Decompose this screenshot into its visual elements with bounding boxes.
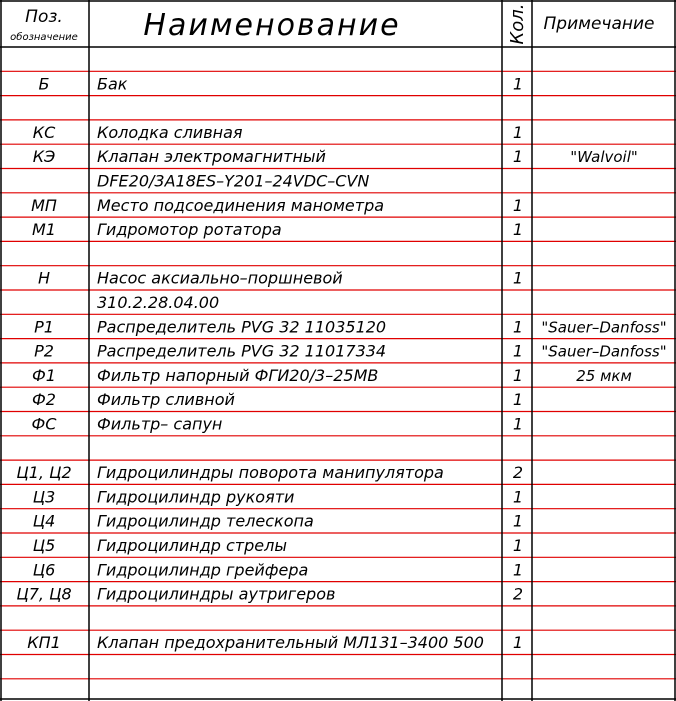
row-pos: МП — [31, 195, 57, 215]
row-note: 25 мкм — [576, 366, 632, 385]
row-pos: М1 — [32, 220, 56, 240]
row-pos: Ц7, Ц8 — [16, 584, 72, 604]
row-name: Фильтр напорный ФГИ20/3–25МВ — [97, 365, 379, 385]
row-qty: 1 — [512, 317, 524, 337]
row-pos: Р1 — [34, 317, 54, 337]
table-row — [97, 293, 219, 312]
row-note: "Sauer–Danfoss" — [541, 342, 667, 361]
row-pos: КС — [32, 122, 56, 142]
header-pos: Поз. — [25, 7, 63, 27]
row-pos: Р2 — [34, 341, 54, 361]
row-pos: КЭ — [32, 147, 56, 167]
row-name: Место подсоединения манометра — [97, 195, 385, 215]
row-qty: 1 — [512, 122, 524, 142]
table-row — [27, 633, 523, 652]
row-note: "Sauer–Danfoss" — [541, 318, 667, 337]
row-pos: ФС — [31, 414, 57, 434]
row-name: Распределитель PVG 32 11035120 — [97, 317, 387, 337]
row-qty: 1 — [512, 414, 524, 434]
row-name: Колодка сливная — [97, 122, 243, 142]
header-pos-sub: обозначение — [10, 32, 78, 43]
row-pos: Ф2 — [32, 390, 56, 410]
row-pos: КП1 — [27, 633, 61, 653]
row-name: Гидроцилиндр стрелы — [97, 536, 287, 555]
row-name: Гидроцилиндр рукояти — [97, 487, 295, 507]
row-note: "Walvoil" — [570, 148, 638, 167]
row-qty: 1 — [512, 536, 524, 555]
row-pos: Ц3 — [32, 487, 56, 507]
header-qty: Кол. — [507, 3, 528, 45]
row-pos: Ц6 — [32, 560, 56, 580]
row-name: Гидроцилиндр грейфера — [97, 560, 309, 580]
row-name: 310.2.28.04.00 — [97, 293, 220, 312]
row-qty: 1 — [512, 341, 524, 361]
header-note: Примечание — [543, 14, 655, 34]
row-pos: Ф1 — [32, 365, 56, 385]
header-name: Наименование — [143, 8, 401, 43]
row-name: Гидроцилиндр телескопа — [97, 511, 314, 531]
row-qty: 1 — [512, 365, 524, 385]
row-pos: Б — [38, 74, 50, 94]
row-name: Клапан электромагнитный — [97, 147, 326, 167]
row-qty: 1 — [512, 487, 524, 507]
row-name: Гидроцилиндры аутригеров — [97, 584, 336, 604]
row-qty: 1 — [512, 195, 524, 215]
row-name: Фильтр сливной — [97, 390, 235, 410]
row-qty: 1 — [512, 74, 524, 94]
row-name: DFE20/3A18ES–Y201–24VDC–CVN — [97, 171, 370, 191]
row-name: Клапан предохранительный МЛ131–3400 500 — [97, 633, 484, 653]
row-qty: 1 — [512, 220, 524, 240]
row-pos: Ц1, Ц2 — [16, 463, 72, 483]
row-qty: 1 — [512, 268, 524, 288]
row-qty: 1 — [512, 511, 524, 531]
table-row — [97, 172, 369, 191]
row-pos: Н — [37, 268, 51, 288]
row-qty: 2 — [512, 463, 524, 483]
row-pos: Ц5 — [32, 536, 56, 555]
row-pos: Ц4 — [32, 511, 56, 531]
row-qty: 1 — [512, 633, 524, 653]
row-qty: 1 — [512, 560, 524, 580]
row-name: Гидроцилиндры поворота манипулятора — [97, 463, 444, 483]
row-qty: 1 — [512, 390, 524, 410]
row-name: Фильтр– сапун — [97, 414, 223, 434]
row-qty: 2 — [512, 584, 524, 604]
table-row — [34, 342, 667, 361]
row-name: Насос аксиально–поршневой — [97, 268, 343, 288]
row-name: Бак — [97, 74, 128, 94]
row-name: Гидромотор ротатора — [97, 220, 282, 240]
row-qty: 1 — [512, 147, 524, 167]
table-row — [34, 317, 667, 336]
row-name: Распределитель PVG 32 11017334 — [97, 341, 387, 361]
